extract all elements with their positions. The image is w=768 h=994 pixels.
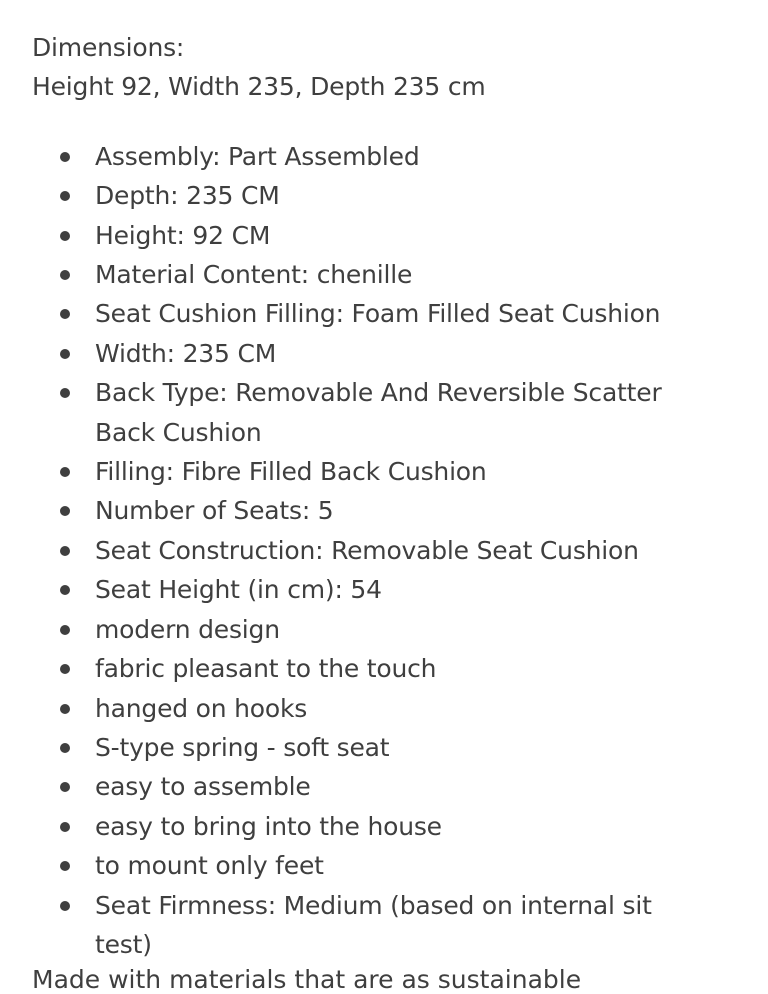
spec-item (32, 728, 695, 767)
spec-item (32, 886, 695, 965)
spec-text: easy to assemble (95, 772, 311, 802)
spec-text: Seat Firmness: Medium (based on internal sit test) (95, 890, 652, 959)
bullet-icon (60, 506, 70, 516)
spec-text: Depth: 235 CM (95, 181, 280, 211)
spec-text: fabric pleasant to the touch (95, 654, 437, 684)
spec-item (32, 649, 695, 688)
spec-text: modern design (95, 614, 280, 644)
dimensions-block (32, 28, 752, 107)
spec-item (32, 689, 695, 728)
spec-text: Width: 235 CM (95, 338, 277, 368)
bullet-icon (60, 704, 70, 714)
cutoff-text: Made with materials that are as sustainable (32, 965, 582, 994)
spec-text: Height: 92 CM (95, 220, 271, 250)
bullet-icon (60, 191, 70, 201)
spec-item (32, 176, 695, 215)
spec-item (32, 531, 695, 570)
bullet-icon (60, 861, 70, 871)
dimensions-heading: Dimensions: (32, 33, 185, 62)
spec-list (32, 137, 752, 965)
spec-item (32, 373, 695, 452)
spec-text: Seat Construction: Removable Seat Cushion (95, 535, 639, 565)
bullet-icon (60, 743, 70, 753)
dimensions-values: Height 92, Width 235, Depth 235 cm (32, 72, 486, 102)
product-description (32, 28, 752, 964)
spec-text: Filling: Fibre Filled Back Cushion (95, 457, 487, 487)
bullet-icon (60, 388, 70, 398)
bullet-icon (60, 270, 70, 280)
cutoff-paragraph (32, 965, 732, 994)
spec-text: Assembly: Part Assembled (95, 141, 420, 171)
bullet-icon (60, 467, 70, 477)
bullet-icon (60, 901, 70, 911)
spec-item (32, 334, 695, 373)
spec-text: hanged on hooks (95, 693, 308, 723)
spec-item (32, 570, 695, 609)
spec-item (32, 767, 695, 806)
spec-text: to mount only feet (95, 851, 324, 881)
spec-text: Number of Seats: 5 (95, 496, 334, 526)
spec-text: S-type spring - soft seat (95, 732, 390, 762)
bullet-icon (60, 231, 70, 241)
spec-item (32, 846, 695, 885)
bullet-icon (60, 309, 70, 319)
bullet-icon (60, 152, 70, 162)
bullet-icon (60, 585, 70, 595)
bullet-icon (60, 349, 70, 359)
spec-item (32, 137, 695, 176)
spec-item (32, 610, 695, 649)
spec-text: easy to bring into the house (95, 811, 442, 841)
spec-text: Material Content: chenille (95, 260, 413, 290)
bullet-icon (60, 782, 70, 792)
spec-item (32, 452, 695, 491)
spec-item (32, 216, 695, 255)
spec-item (32, 807, 695, 846)
bullet-icon (60, 664, 70, 674)
spec-text: Seat Cushion Filling: Foam Filled Seat Cushion (95, 299, 661, 329)
spec-text: Seat Height (in cm): 54 (95, 575, 382, 605)
spec-text: Back Type: Removable And Reversible Scatter Back Cushion (95, 378, 662, 447)
spec-item (32, 294, 695, 333)
bullet-icon (60, 822, 70, 832)
bullet-icon (60, 546, 70, 556)
spec-item (32, 491, 695, 530)
spec-item (32, 255, 695, 294)
bullet-icon (60, 625, 70, 635)
